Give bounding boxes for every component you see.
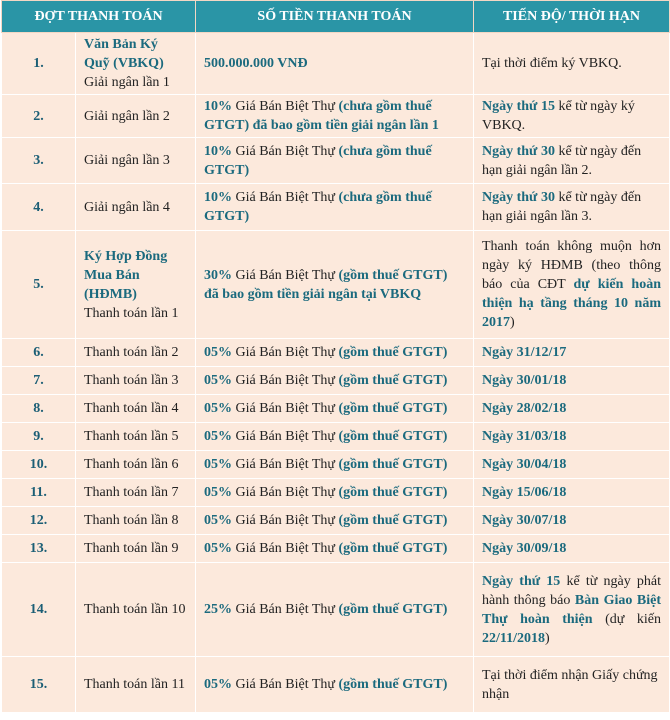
deadline-bold: Ngày 31/03/18 <box>482 429 567 444</box>
deadline-cell <box>474 563 670 657</box>
amount-note: (chưa gồm thuế GTGT) đã bao gồm tiền giải ngân lần 1 <box>204 99 439 133</box>
phase-cell: Thanh toán lần 10 <box>76 563 196 657</box>
amount-cell <box>196 231 474 339</box>
amount-cell <box>196 507 474 535</box>
amount-text: Giá Bán Biệt Thự <box>232 602 339 617</box>
phase-sub: Giải ngân lần 1 <box>84 75 170 90</box>
amount-text: Giá Bán Biệt Thự <box>232 429 339 444</box>
amount-text: Giá Bán Biệt Thự <box>232 485 339 500</box>
deadline-handover: Bàn Giao Biệt Thự hoàn thiện <box>482 592 661 627</box>
amount-percent: 10% <box>204 190 232 205</box>
table-row <box>2 535 670 563</box>
deadline-text: Thanh toán không muộn hơn ngày ký HĐMB (theo thông báo của CĐT <box>482 239 661 292</box>
amount-text: Giá Bán Biệt Thự <box>232 513 339 528</box>
deadline-text: kể từ ngày ký VBKQ. <box>482 99 635 133</box>
deadline-date: 22/11/2018 <box>482 630 546 646</box>
deadline-cell <box>474 33 670 95</box>
phase-cell: Thanh toán lần 3 <box>76 367 196 395</box>
row-number: 2. <box>2 95 76 138</box>
amount-note: (gồm thuế GTGT) <box>338 485 448 500</box>
amount-cell <box>196 184 474 231</box>
deadline-bold: Ngày 30/01/18 <box>482 373 567 388</box>
deadline-cell <box>474 367 670 395</box>
row-number: 7. <box>2 367 76 395</box>
phase-sub: Thanh toán lần 1 <box>84 305 179 321</box>
phase-cell: Thanh toán lần 9 <box>76 535 196 563</box>
header-deadline: TIẾN ĐỘ/ THỜI HẠN <box>474 1 670 33</box>
amount-percent: 05% <box>204 373 232 388</box>
table-row <box>2 563 670 657</box>
deadline-cell <box>474 657 670 713</box>
deadline-text: Tại thời điểm nhận Giấy chứng nhận <box>482 667 658 702</box>
amount-percent: 05% <box>204 345 232 360</box>
amount-percent: 05% <box>204 457 232 472</box>
amount-cell <box>196 657 474 713</box>
phase-cell: Thanh toán lần 2 <box>76 339 196 367</box>
amount-note: (gồm thuế GTGT) đã bao gồm tiền giải ngân tại VBKQ <box>204 267 448 302</box>
amount-note: (gồm thuế GTGT) <box>338 373 448 388</box>
table-row <box>2 657 670 713</box>
table-row <box>2 507 670 535</box>
amount-percent: 05% <box>204 429 232 444</box>
phase-cell: Thanh toán lần 7 <box>76 479 196 507</box>
amount-cell <box>196 535 474 563</box>
table-row <box>2 184 670 231</box>
deadline-close: ) <box>545 630 550 646</box>
deadline-bold: Ngày 30/04/18 <box>482 457 567 472</box>
row-number: 5. <box>2 231 76 339</box>
table-row <box>2 231 670 339</box>
amount-percent: 10% <box>204 143 232 159</box>
phase-cell <box>76 33 196 95</box>
amount-percent: 30% <box>204 267 232 283</box>
phase-title: Ký Hợp Đồng Mua Bán (HĐMB) <box>84 248 168 302</box>
amount-text: Giá Bán Biệt Thự <box>232 99 339 114</box>
amount-note: (gồm thuế GTGT) <box>338 457 448 472</box>
amount-note: (gồm thuế GTGT) <box>338 602 448 617</box>
amount-cell <box>196 95 474 138</box>
phase-cell: Thanh toán lần 8 <box>76 507 196 535</box>
amount-text: Giá Bán Biệt Thự <box>232 541 339 556</box>
amount-note: (gồm thuế GTGT) <box>338 513 448 528</box>
amount-percent: 10% <box>204 99 232 114</box>
deadline-bold: Ngày 30/09/18 <box>482 541 567 556</box>
amount-text: Giá Bán Biệt Thự <box>232 267 339 283</box>
deadline-cell <box>474 479 670 507</box>
row-number: 12. <box>2 507 76 535</box>
phase-cell: Thanh toán lần 11 <box>76 657 196 713</box>
deadline-cell <box>474 184 670 231</box>
amount-text: Giá Bán Biệt Thự <box>232 190 339 205</box>
payment-schedule-table <box>1 0 670 713</box>
deadline-bold: Ngày thứ 30 <box>482 190 555 205</box>
table-row <box>2 339 670 367</box>
table-row <box>2 423 670 451</box>
row-number: 3. <box>2 138 76 184</box>
table-header-row <box>2 1 670 33</box>
amount-cell <box>196 563 474 657</box>
deadline-bold: Ngày thứ 30 <box>482 143 555 159</box>
amount-cell <box>196 138 474 184</box>
amount-bold: 500.000.000 VNĐ <box>204 56 308 71</box>
table-row <box>2 479 670 507</box>
amount-percent: 05% <box>204 541 232 556</box>
amount-text: Giá Bán Biệt Thự <box>232 345 339 360</box>
row-number: 13. <box>2 535 76 563</box>
deadline-cell <box>474 423 670 451</box>
deadline-text: kể từ ngày đến hạn giải ngân lần 2. <box>482 143 642 178</box>
amount-percent: 05% <box>204 677 232 692</box>
amount-text: Giá Bán Biệt Thự <box>232 457 339 472</box>
header-payment-amount: SỐ TIỀN THANH TOÁN <box>196 1 474 33</box>
table-row <box>2 33 670 95</box>
phase-cell: Giải ngân lần 4 <box>76 184 196 231</box>
table-row <box>2 138 670 184</box>
amount-text: Giá Bán Biệt Thự <box>232 677 339 692</box>
amount-percent: 05% <box>204 485 232 500</box>
phase-cell <box>76 231 196 339</box>
amount-percent: 05% <box>204 401 232 416</box>
amount-percent: 25% <box>204 602 232 617</box>
amount-note: (gồm thuế GTGT) <box>338 541 448 556</box>
deadline-bold: Ngày 30/07/18 <box>482 513 567 528</box>
amount-cell <box>196 339 474 367</box>
amount-note: (chưa gồm thuế GTGT) <box>204 143 432 178</box>
amount-cell <box>196 451 474 479</box>
deadline-cell <box>474 95 670 138</box>
deadline-cell <box>474 339 670 367</box>
amount-text: Giá Bán Biệt Thự <box>232 373 339 388</box>
row-number: 15. <box>2 657 76 713</box>
amount-cell <box>196 479 474 507</box>
deadline-cell <box>474 535 670 563</box>
amount-cell <box>196 395 474 423</box>
deadline-cell <box>474 231 670 339</box>
row-number: 1. <box>2 33 76 95</box>
row-number: 14. <box>2 563 76 657</box>
row-number: 11. <box>2 479 76 507</box>
row-number: 10. <box>2 451 76 479</box>
amount-cell <box>196 367 474 395</box>
deadline-cell <box>474 451 670 479</box>
phase-title: Văn Bản Ký Quỹ (VBKQ) <box>84 37 164 71</box>
amount-cell <box>196 423 474 451</box>
amount-note: (gồm thuế GTGT) <box>338 429 448 444</box>
deadline-bold: Ngày thứ 15 <box>482 573 561 589</box>
table-row <box>2 451 670 479</box>
row-number: 6. <box>2 339 76 367</box>
deadline-bold: dự kiến hoàn thiện hạ tầng tháng 10 năm 2017 <box>482 277 662 330</box>
amount-percent: 05% <box>204 513 232 528</box>
table-row <box>2 367 670 395</box>
deadline-bold: Ngày 28/02/18 <box>482 401 567 416</box>
phase-cell: Giải ngân lần 3 <box>76 138 196 184</box>
deadline-cell <box>474 395 670 423</box>
amount-text: Giá Bán Biệt Thự <box>232 143 339 159</box>
phase-cell: Thanh toán lần 5 <box>76 423 196 451</box>
row-number: 4. <box>2 184 76 231</box>
deadline-text: Tại thời điểm ký VBKQ. <box>482 56 622 71</box>
deadline-cell <box>474 138 670 184</box>
deadline-bold: Ngày thứ 15 <box>482 99 555 114</box>
table-row <box>2 95 670 138</box>
row-number: 9. <box>2 423 76 451</box>
phase-cell: Thanh toán lần 6 <box>76 451 196 479</box>
table-row <box>2 395 670 423</box>
deadline-close: ) <box>510 315 515 330</box>
amount-note: (gồm thuế GTGT) <box>338 401 448 416</box>
phase-cell: Thanh toán lần 4 <box>76 395 196 423</box>
deadline-text: kể từ ngày đến hạn giải ngân lần 3. <box>482 190 642 224</box>
amount-note: (gồm thuế GTGT) <box>338 345 448 360</box>
deadline-text: kể từ ngày phát hành thông báo <box>482 573 661 608</box>
row-number: 8. <box>2 395 76 423</box>
amount-note: (chưa gồm thuế GTGT) <box>204 190 432 224</box>
header-payment-phase: ĐỢT THANH TOÁN <box>2 1 196 33</box>
deadline-cell <box>474 507 670 535</box>
deadline-expected: (dự kiến <box>592 611 662 627</box>
deadline-bold: Ngày 15/06/18 <box>482 485 567 500</box>
amount-note: (gồm thuế GTGT) <box>338 677 448 692</box>
amount-cell <box>196 33 474 95</box>
deadline-bold: Ngày 31/12/17 <box>482 345 567 360</box>
amount-text: Giá Bán Biệt Thự <box>232 401 339 416</box>
phase-cell: Giải ngân lần 2 <box>76 95 196 138</box>
